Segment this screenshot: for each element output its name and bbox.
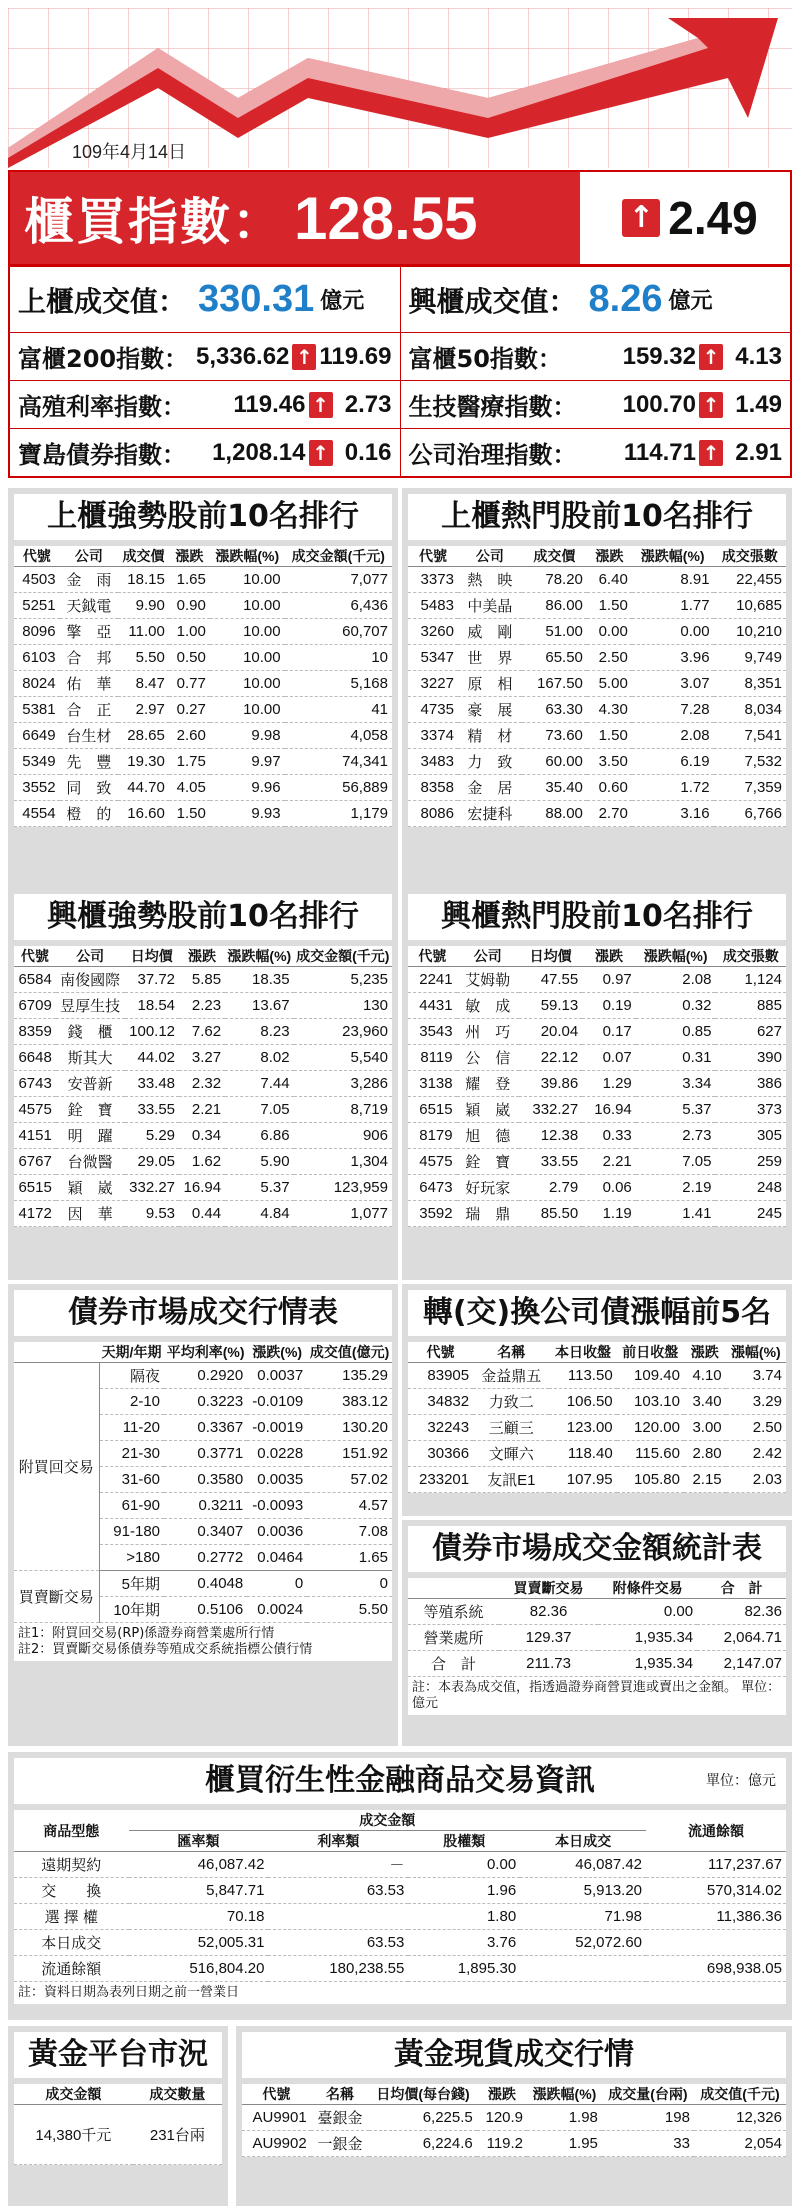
table-row: 233201 友訊E1 107.95 105.80 2.15 2.03 (408, 1467, 786, 1493)
table-row: 6649 台生材 28.65 2.60 9.98 4,058 (14, 723, 392, 749)
index-item: 生技醫療指數： 100.70 ↑ 1.49 (400, 381, 791, 428)
column-header: 日均價 (519, 946, 582, 967)
column-header: 成交張數 (715, 946, 786, 967)
unit-label: 單位：億元 (706, 1773, 776, 1789)
headline-label: 櫃買指數： (24, 193, 284, 251)
column-header: 公司 (60, 546, 118, 567)
table-row: 10年期 0.5106 0.0024 5.50 (14, 1597, 392, 1623)
table-row: 8358 金 居 35.40 0.60 1.72 7,359 (408, 775, 786, 801)
column-header: 漲跌 (587, 546, 632, 567)
table-row: 91-180 0.3407 0.0036 7.08 (14, 1519, 392, 1545)
table-row: 6515 穎 崴 332.27 16.94 5.37 373 (408, 1097, 786, 1123)
table-row: 交 換 5,847.71 63.53 1.96 5,913.20 570,314.02 (14, 1878, 786, 1904)
table-row: 31-60 0.3580 0.0035 57.02 (14, 1467, 392, 1493)
table-row: 3227 原 相 167.50 5.00 3.07 8,351 (408, 671, 786, 697)
column-header: 公司 (458, 546, 522, 567)
column-header: 漲跌幅(%) (527, 2084, 602, 2105)
up-arrow-icon: ↑ (699, 392, 723, 418)
column-header: 成交價 (522, 546, 587, 567)
table-row: 6584 南俊國際 37.72 5.85 18.35 5,235 (14, 967, 392, 993)
column-header: 漲跌 (179, 946, 225, 967)
table-row: 3373 熱 映 78.20 6.40 8.91 22,455 (408, 567, 786, 593)
column-header: 漲跌 (684, 1342, 726, 1363)
column-header: 成交量(台兩) (602, 2084, 694, 2105)
cb-table (408, 1342, 786, 1493)
table-row: 6648 斯其大 44.02 3.27 8.02 5,540 (14, 1045, 392, 1071)
table-row: 流通餘額 516,804.20 180,238.55 1,895.30 698,938.05 (14, 1956, 786, 1982)
up-arrow-icon: ↑ (699, 440, 723, 466)
em-strong-panel (8, 888, 398, 1280)
up-arrow-icon: ↑ (309, 392, 333, 418)
gold-spot-panel (236, 2026, 792, 2206)
derivatives-note: 註：資料日期為表列日期之前一營業日 (14, 1982, 786, 2004)
table-row: 8119 公 信 22.12 0.07 0.31 390 (408, 1045, 786, 1071)
em-strong-table (14, 946, 392, 1227)
bond-amount-table (408, 1578, 786, 1677)
table-row: 遠期契約 46,087.42 － 0.00 46,087.42 117,237.67 (14, 1852, 786, 1878)
otc-volume: 上櫃成交值： 330.31 億元 (18, 278, 365, 320)
table-row: 4172 因 華 9.53 0.44 4.84 1,077 (14, 1201, 392, 1227)
column-header (408, 1578, 499, 1599)
table-row: 8179 旭 德 12.38 0.33 2.73 305 (408, 1123, 786, 1149)
table-row: 4554 橙 的 16.60 1.50 9.93 1,179 (14, 801, 392, 827)
column-header: 代號 (408, 546, 458, 567)
em-hot-table (408, 946, 786, 1227)
bond-amount-panel (402, 1520, 792, 1746)
table-row: 6473 好玩家 2.79 0.06 2.19 248 (408, 1175, 786, 1201)
table-row: 2-10 0.3223 -0.0109 383.12 (14, 1389, 392, 1415)
column-header: 代號 (242, 2084, 311, 2105)
table-row: 30366 文暉六 118.40 115.60 2.80 2.42 (408, 1441, 786, 1467)
table-row: 本日成交 52,005.31 63.53 3.76 52,072.60 (14, 1930, 786, 1956)
table-row: 8096 擎 亞 11.00 1.00 10.00 60,707 (14, 619, 392, 645)
emerging-volume: 興櫃成交值： 8.26 億元 (400, 267, 791, 332)
table-row: 8024 佑 華 8.47 0.77 10.00 5,168 (14, 671, 392, 697)
column-header: 代號 (14, 946, 56, 967)
table-row: 營業處所 129.37 1,935.34 2,064.71 (408, 1625, 786, 1651)
index-item: 富櫃200指數： 5,336.62 ↑ 119.69 (18, 342, 392, 373)
bond-note: 註1：附買回交易(RP)係證券商營業處所行情 註2：買賣斷交易係債券等殖成交系統指標公債行情 (14, 1623, 392, 1661)
column-header: 漲跌 (477, 2084, 527, 2105)
column-header: 成交值(千元) (694, 2084, 786, 2105)
column-header: 漲跌幅(%) (225, 946, 294, 967)
column-header: 附條件交易 (598, 1578, 697, 1599)
table-row: 5251 天鉞電 9.90 0.90 10.00 6,436 (14, 593, 392, 619)
table-row: 5349 先 豐 19.30 1.75 9.97 74,341 (14, 749, 392, 775)
table-row: 選 擇 權 70.18 1.80 71.98 11,386.36 (14, 1904, 786, 1930)
table-row: 3552 同 致 44.70 4.05 9.96 56,889 (14, 775, 392, 801)
banner (8, 8, 792, 168)
report-date: 109年4月14日 (72, 142, 187, 162)
column-header: 成交價 (118, 546, 169, 567)
cb-panel (402, 1284, 792, 1516)
bond-table: 天期/年期 平均利率(%) 漲跌(%) 成交值(億元) 附買回交易 隔夜 0.2920 0.0037 135.29 2-10 0.3223 -0.0109 383.12 11-20 0.3367 -0.0019 130.20 21-30 0.3771 0.0228 151.92 31-60 0.3580 0.0035 57.02 61-90 0.3211 -0.0093 4.57 91-180 0.3407 0.0036 7.08 >180 0.2772 0.0464 1.65 買賣斷交易 5年期 0.4048 0 0 10年期 0.5106 0.0024 5.50 (14, 1342, 392, 1623)
column-header: 日均價(每台錢) (369, 2084, 476, 2105)
column-header: 代號 (408, 1342, 473, 1363)
panel-title: 黃金現貨成交行情 (242, 2032, 786, 2078)
gold-platform-panel (8, 2026, 228, 2206)
column-header: 漲跌幅(%) (632, 546, 714, 567)
table-row: 合 計 211.73 1,935.34 2,147.07 (408, 1651, 786, 1677)
column-header: 漲跌幅(%) (210, 546, 285, 567)
table-row: 6103 合 邦 5.50 0.50 10.00 10 (14, 645, 392, 671)
table-row: 3260 威 剛 51.00 0.00 0.00 10,210 (408, 619, 786, 645)
column-header: 漲跌 (169, 546, 210, 567)
column-header: 名稱 (473, 1342, 549, 1363)
table-row: >180 0.2772 0.0464 1.65 (14, 1545, 392, 1571)
derivatives-panel (8, 1752, 792, 2020)
panel-title: 上櫃強勢股前10名排行 (14, 494, 392, 540)
column-header: 漲跌幅(%) (636, 946, 716, 967)
column-header: 名稱 (311, 2084, 370, 2105)
column-header: 成交金額(千元) (285, 546, 392, 567)
column-header: 公司 (457, 946, 519, 967)
table-row: 3483 力 致 60.00 3.50 6.19 7,532 (408, 749, 786, 775)
column-header: 成交金額(千元) (294, 946, 392, 967)
column-header: 漲跌 (582, 946, 636, 967)
headline-index (8, 170, 792, 266)
table-row: 3592 瑞 鼎 85.50 1.19 1.41 245 (408, 1201, 786, 1227)
table-row: 21-30 0.3771 0.0228 151.92 (14, 1441, 392, 1467)
index-item: 富櫃50指數： 159.32 ↑ 4.13 (400, 333, 791, 380)
gold-platform-table: 成交金額 成交數量 14,380千元 231台兩 (14, 2084, 222, 2165)
table-row: 6743 安普新 33.48 2.32 7.44 3,286 (14, 1071, 392, 1097)
table-row: 3543 州 巧 20.04 0.17 0.85 627 (408, 1019, 786, 1045)
table-row: 3138 耀 登 39.86 1.29 3.34 386 (408, 1071, 786, 1097)
table-row: 4575 銓 寶 33.55 2.21 7.05 259 (408, 1149, 786, 1175)
table-row: AU9902 一銀金 6,224.6 119.2 1.95 33 2,054 (242, 2131, 786, 2157)
column-header: 公司 (56, 946, 125, 967)
table-row: 4151 明 躍 5.29 0.34 6.86 906 (14, 1123, 392, 1149)
up-arrow-icon: ↑ (699, 344, 723, 370)
table-row: 4575 銓 寶 33.55 2.21 7.05 8,719 (14, 1097, 392, 1123)
bond-amount-note: 註：本表為成交值，指透過證券商營買進或賣出之金額。 單位：億元 (408, 1677, 786, 1715)
panel-title: 轉(交)換公司債漲幅前5名 (408, 1290, 786, 1336)
column-header: 本日收盤 (549, 1342, 616, 1363)
index-grid (8, 266, 792, 478)
table-row: 61-90 0.3211 -0.0093 4.57 (14, 1493, 392, 1519)
panel-title: 興櫃強勢股前10名排行 (14, 894, 392, 940)
column-header: 代號 (14, 546, 60, 567)
table-row: 4431 敏 成 59.13 0.19 0.32 885 (408, 993, 786, 1019)
table-row: 6709 昱厚生技 18.54 2.23 13.67 130 (14, 993, 392, 1019)
table-row: 83905 金益鼎五 113.50 109.40 4.10 3.74 (408, 1363, 786, 1389)
gold-spot-table (242, 2084, 786, 2157)
table-row: 附買回交易 隔夜 0.2920 0.0037 135.29 (14, 1363, 392, 1389)
table-row: 4735 豪 展 63.30 4.30 7.28 8,034 (408, 697, 786, 723)
derivatives-table: 商品型態 成交金額 流通餘額 匯率類 利率類 股權類 本日成交 遠期契約 46,087.42 － 0.00 46,087.42 117,237.67 交 換 5,847.71 63.53 1.96 5,913.20 570,314.02 選 擇 權 70.18 1.80 71.98 11,386.36 本日成交 52,005.31 63.53 3.76 52,072.60 流通餘額 516,804.20 180,238.55 1,895.30 698,938.05 (14, 1810, 786, 1982)
column-header: 成交張數 (714, 546, 786, 567)
column-header: 代號 (408, 946, 457, 967)
table-row: 5483 中美晶 86.00 1.50 1.77 10,685 (408, 593, 786, 619)
up-arrow-icon: ↑ (622, 199, 660, 237)
table-row: 6767 台微醫 29.05 1.62 5.90 1,304 (14, 1149, 392, 1175)
panel-title: 債券市場成交金額統計表 (408, 1526, 786, 1572)
column-header: 前日收盤 (617, 1342, 684, 1363)
table-row: 11-20 0.3367 -0.0019 130.20 (14, 1415, 392, 1441)
column-header: 日均價 (125, 946, 179, 967)
table-row: 等殖系統 82.36 0.00 82.36 (408, 1599, 786, 1625)
panel-title: 黃金平台市況 (14, 2032, 222, 2078)
table-row: 32243 三顧三 123.00 120.00 3.00 2.50 (408, 1415, 786, 1441)
up-arrow-icon: ↑ (309, 440, 333, 466)
table-row: 34832 力致二 106.50 103.10 3.40 3.29 (408, 1389, 786, 1415)
headline-change: 2.49 (668, 192, 758, 244)
table-row: AU9901 臺銀金 6,225.5 120.9 1.98 198 12,326 (242, 2105, 786, 2131)
table-row: 8359 錢 櫃 100.12 7.62 8.23 23,960 (14, 1019, 392, 1045)
table-row: 5381 合 正 2.97 0.27 10.00 41 (14, 697, 392, 723)
column-header: 買賣斷交易 (499, 1578, 598, 1599)
column-header: 漲幅(%) (726, 1342, 786, 1363)
panel-title: 興櫃熱門股前10名排行 (408, 894, 786, 940)
table-row: 3374 精 材 73.60 1.50 2.08 7,541 (408, 723, 786, 749)
table-row: 買賣斷交易 5年期 0.4048 0 0 (14, 1571, 392, 1597)
bond-panel (8, 1284, 398, 1746)
index-item: 高殖利率指數： 119.46 ↑ 2.73 (18, 390, 392, 421)
otc-hot-table (408, 546, 786, 827)
column-header: 合 計 (697, 1578, 786, 1599)
panel-title: 櫃買衍生性金融商品交易資訊 (205, 1763, 595, 1798)
table-row: 4503 金 雨 18.15 1.65 10.00 7,077 (14, 567, 392, 593)
index-item: 公司治理指數： 114.71 ↑ 2.91 (400, 429, 791, 476)
panel-title: 債券市場成交行情表 (14, 1290, 392, 1336)
otc-hot-panel (402, 488, 792, 888)
table-row: 5347 世 界 65.50 2.50 3.96 9,749 (408, 645, 786, 671)
headline-value: 128.55 (294, 184, 478, 252)
em-hot-panel (402, 888, 792, 1280)
table-row: 6515 穎 崴 332.27 16.94 5.37 123,959 (14, 1175, 392, 1201)
panel-title: 上櫃熱門股前10名排行 (408, 494, 786, 540)
table-row: 2241 艾姆勒 47.55 0.97 2.08 1,124 (408, 967, 786, 993)
otc-strong-table (14, 546, 392, 827)
index-item: 寶島債券指數： 1,208.14 ↑ 0.16 (18, 438, 392, 469)
otc-strong-panel (8, 488, 398, 888)
table-row: 8086 宏捷科 88.00 2.70 3.16 6,766 (408, 801, 786, 827)
up-arrow-icon: ↑ (292, 344, 316, 370)
